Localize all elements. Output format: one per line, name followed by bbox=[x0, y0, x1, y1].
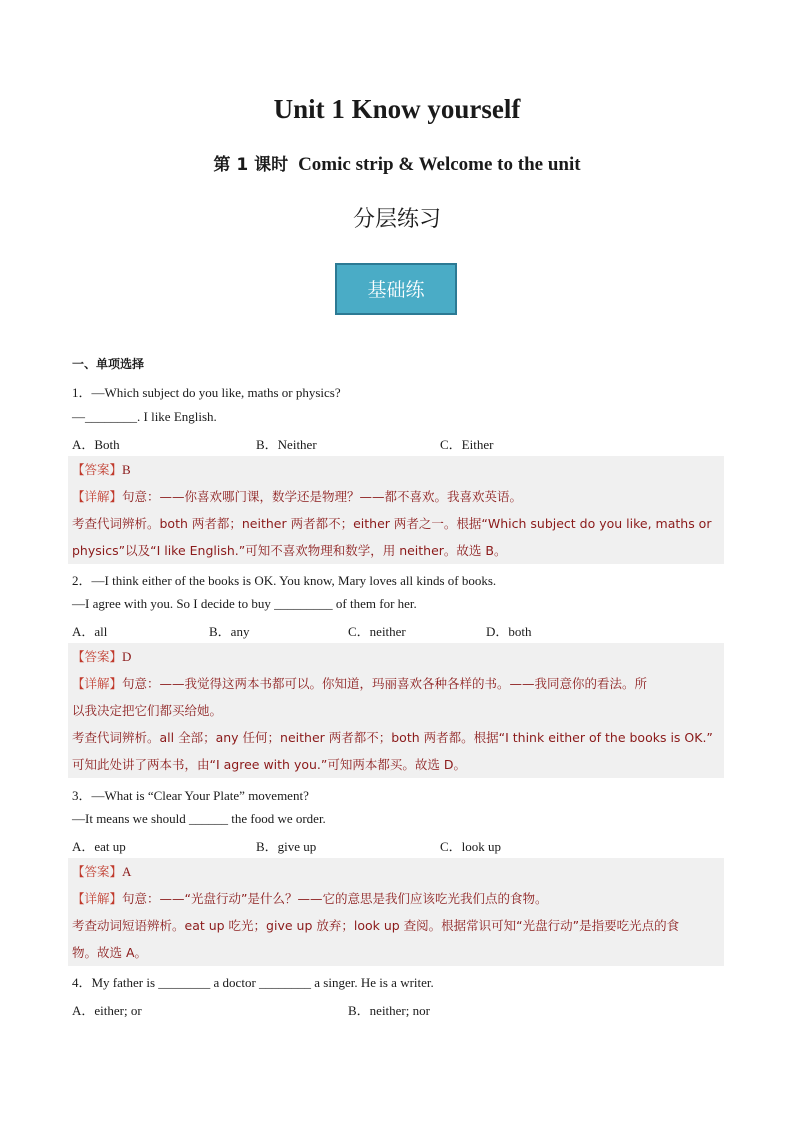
q2-answer-row bbox=[68, 643, 724, 670]
q2-stem: 2．—I think either of the books is OK. You know, Mary loves all kinds of books. bbox=[72, 573, 497, 588]
q3-line2: —It means we should ______ the food we order. bbox=[72, 811, 326, 826]
q3-answer: A bbox=[122, 864, 132, 879]
q2-option-b: B．any bbox=[209, 624, 250, 639]
q2-analysis-1: 考查代词辨析。all 全部；any 任何；neither 两者都不；both 两者都。根据“I think either of the books is OK.” bbox=[72, 730, 713, 745]
q4-stem: 4．My father is ________ a doctor ________ a singer. He is a writer. bbox=[72, 975, 434, 990]
exercise-heading: 分层练习 bbox=[352, 207, 441, 232]
q3-analysis-1: 考查动词短语辨析。eat up 吃光；give up 放弃；look up 查阅。根据常识可知“光盘行动”是指要吃光点的食 bbox=[72, 918, 680, 933]
q4-option-b: B．neither; nor bbox=[348, 1003, 430, 1018]
q3-option-c: C．look up bbox=[440, 839, 502, 854]
q3-explain: 句意：——“光盘行动”是什么？——它的意思是我们应该吃光我们点的食物。 bbox=[122, 891, 548, 906]
q1-answer-row bbox=[68, 456, 724, 483]
q2-line2: —I agree with you. So I decide to buy _________ of them for her. bbox=[72, 596, 417, 611]
lesson-subtitle bbox=[0, 150, 794, 176]
explain-tag: 【详解】 bbox=[72, 489, 123, 504]
answer-tag: 【答案】 bbox=[72, 462, 123, 477]
q3-answer-block bbox=[68, 858, 724, 966]
q2-option-c: C．neither bbox=[348, 624, 406, 639]
section-title: 一、单项选择 bbox=[72, 357, 145, 371]
q1-analysis-1: 考查代词辨析。both 两者都；neither 两者都不；either 两者之一。根据“Which subject do you like, maths or bbox=[72, 516, 712, 531]
q3-stem: 3．—What is “Clear Your Plate” movement? bbox=[72, 788, 309, 803]
q1-answer-block bbox=[68, 456, 724, 564]
lesson-topic: Comic strip & Welcome to the unit bbox=[298, 154, 581, 175]
level-badge: 基础练 bbox=[335, 263, 457, 315]
answer-tag: 【答案】 bbox=[72, 649, 123, 664]
q3-explain-row bbox=[68, 885, 724, 912]
q1-analysis-2: physics”以及“I like English.”可知不喜欢物理和数学，用 neither。故选 B。 bbox=[72, 543, 507, 558]
q2-option-d: D．both bbox=[486, 624, 532, 639]
q1-option-c: C．Either bbox=[440, 437, 494, 452]
q3-analysis-2: 物。故选 A。 bbox=[72, 945, 148, 960]
q2-explain-1: 句意：——我觉得这两本书都可以。你知道，玛丽喜欢各种各样的书。——我同意你的看法。所 bbox=[122, 676, 648, 691]
q1-line2: —________. I like English. bbox=[72, 409, 217, 424]
q2-option-a: A．all bbox=[72, 624, 108, 639]
unit-title: Unit 1 Know yourself bbox=[273, 94, 521, 124]
q1-explain: 句意：——你喜欢哪门课，数学还是物理？——都不喜欢。我喜欢英语。 bbox=[122, 489, 523, 504]
q2-answer: D bbox=[122, 649, 132, 664]
q3-option-b: B．give up bbox=[256, 839, 317, 854]
q1-stem: 1．—Which subject do you like, maths or physics? bbox=[72, 385, 341, 400]
q4-option-a: A．either; or bbox=[72, 1003, 142, 1018]
q2-answer-block bbox=[68, 643, 724, 778]
answer-tag: 【答案】 bbox=[72, 864, 123, 879]
lesson-number: 第 1 课时 bbox=[213, 155, 289, 175]
q3-option-a: A．eat up bbox=[72, 839, 126, 854]
q1-explain-row bbox=[68, 483, 724, 510]
q2-explain-row bbox=[68, 670, 724, 697]
q2-analysis-2: 可知此处讲了两本书，由“I agree with you.”可知两本都买。故选 D。 bbox=[72, 757, 466, 772]
explain-tag: 【详解】 bbox=[72, 676, 123, 691]
q3-answer-row bbox=[68, 858, 724, 885]
q1-answer: B bbox=[122, 462, 131, 477]
q1-option-b: B．Neither bbox=[256, 437, 317, 452]
explain-tag: 【详解】 bbox=[72, 891, 123, 906]
q1-option-a: A．Both bbox=[72, 437, 120, 452]
q2-explain-2: 以我决定把它们都买给她。 bbox=[72, 703, 223, 718]
